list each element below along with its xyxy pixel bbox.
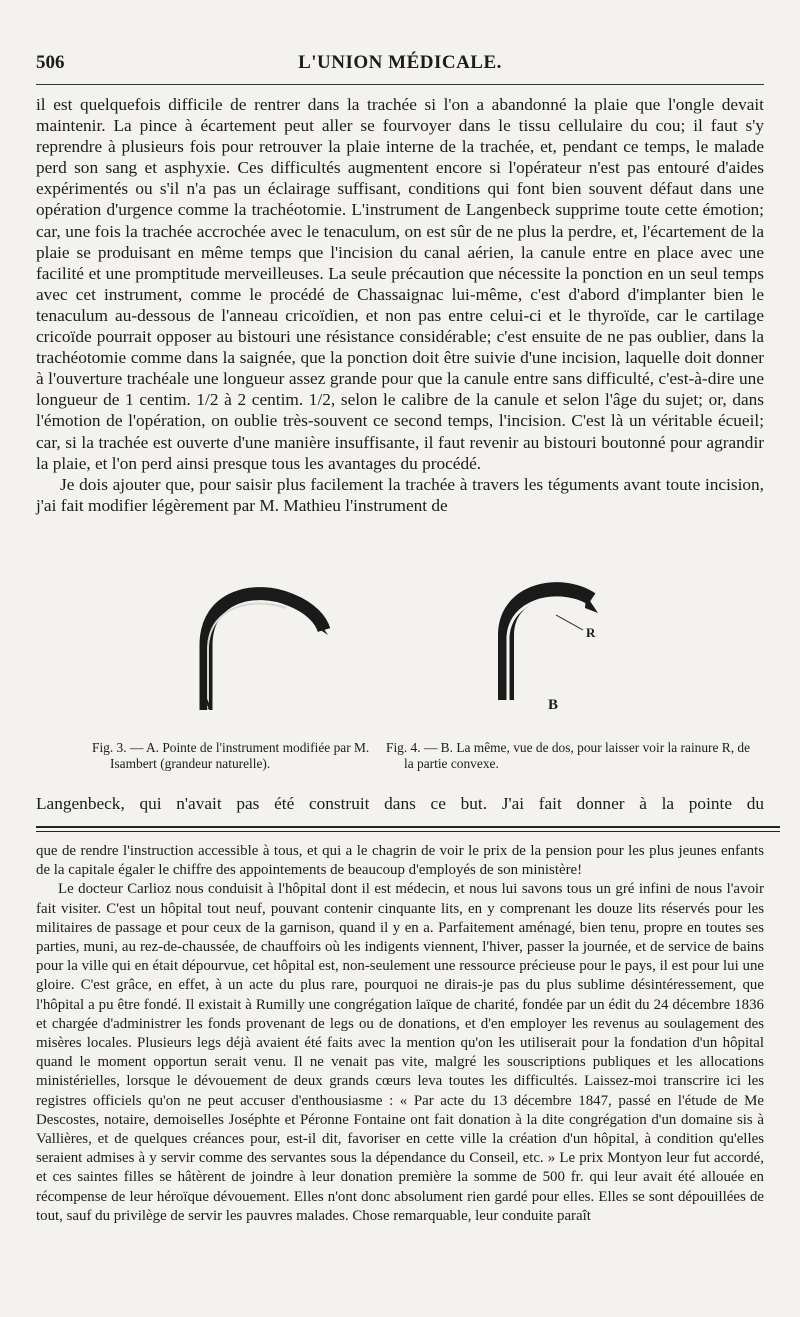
figure-4 xyxy=(386,575,751,771)
article-body xyxy=(36,94,764,516)
figure-letter-a: A xyxy=(201,697,212,713)
article-continuation: Langenbeck, qui n'avait pas été construit dans ce but. J'ai fait donner à la pointe du xyxy=(36,794,764,813)
header-rule xyxy=(36,84,764,85)
feuilleton-paragraph: Le docteur Carlioz nous conduisit à l'hôpital dont il est médecin, et nous lui savons tous un gré infini de nous l'avoir fait visiter. C'est un hôpital tout neuf, pouvant contenir cinquante lits, en y comprenant les douze lits réservés pour les militaires de passage et pour ceux de la garnison, quand il y en a. Parfaitement aménagé, bien tenu, propre en toutes ses parties, muni, au rez-de-chaussée, de chauffoirs où les indigents viennent, l'hiver, passer la journée, et de service de bains pour la ville qui en était dépourvue, cet hôpital est, non-seulement une ressource précieuse pour le pays, il est pour lui une gloire. C'est grâce, en effet, à un acte du plus rare, pourquoi ne dirais-je pas du plus sublime désintéressement, que l'hôpital a pu être fondé. Il existait à Rumilly une congrégation laïque de charité, fondée par un édit du 24 décembre 1836 et chargée d'administrer les fonds provenant de legs ou de donations, et d'en employer les revenus au soulagement des misères locales. Plusieurs legs déjà avaient été faits avec la mention qu'on les utiliserait pour la fondation d'un hôpital quand le moment opportun serait venu. Il ne venait pas vite, malgré les souscriptions publiques et les allocations ministérielles, lorsque le dévouement de deux grands cœurs leva toutes les difficultés. Laissez-moi transcrire ici les registres officiels qu'on ne peut accuser d'enthousiasme : « Par acte du 13 décembre 1847, passé en l'étude de Me Descostes, notaire, demoiselles Joséphte et Péronne Fontaine ont fait donation à la dite congrégation d'un domaine sis à Vallières, et de quelques créances pour, est-il dit, favoriser en cette ville la création d'un hôpital, à condition qu'elles seraient admises à y servir comme des servantes sous la dépendance du Conseil, etc. » Le prix Montyon leur fut accordé, et ces saintes filles se hâtèrent de joindre à leur donation première la somme de 500 fr. qui leur avait été allouée en récompense de leur héroïque dévouement. Elles n'ont donc absolument rien gardé pour elles. Elles se sont dépouillées de tout, sauf du privilège de servir les pauvres malades. Chose remarquable, leur conduite paraît xyxy=(36,881,764,1224)
figure-marker-r: R xyxy=(586,625,596,640)
figure-4-caption: Fig. 4. — B. La même, vue de dos, pour laisser voir la rainure R, de la partie convexe. xyxy=(386,740,751,771)
figure-3-caption: Fig. 3. — A. Pointe de l'instrument modifiée par M. Isambert (grandeur naturelle). xyxy=(92,740,370,771)
figures-block xyxy=(36,575,764,793)
page-header xyxy=(36,52,764,78)
running-title: L'UNION MÉDICALE. xyxy=(298,52,502,73)
figure-3 xyxy=(92,575,370,771)
feuilleton-rule-thin xyxy=(36,831,780,832)
tenaculum-back-view-illustration xyxy=(386,575,646,715)
article-paragraph: Je dois ajouter que, pour saisir plus facilement la trachée à travers les téguments avant toute incision, j'ai fait modifier légèrement par M. Mathieu l'instrument de xyxy=(36,474,764,515)
tenaculum-point-illustration xyxy=(96,575,356,715)
feuilleton-rule-thick xyxy=(36,826,780,828)
page-number: 506 xyxy=(36,52,65,73)
feuilleton-paragraph: que de rendre l'instruction accessible à tous, et qui a le chagrin de voir le prix de la pension pour les plus jeunes enfants de la capitale égaler le chiffre des appointements de beaucoup d'employés de son ministère! xyxy=(36,843,764,879)
article-paragraph: il est quelquefois difficile de rentrer dans la trachée si l'on a abandonné la plaie que l'ongle devait maintenir. La pince à écartement peut aller se fourvoyer dans le tissu cellulaire du cou; il faut s'y reprendre à plusieurs fois pour retrouver la plaie interne de la trachée, et, pendant ce temps, le malade perd son sang et asphyxie. Ces difficultés augmentent encore si l'opérateur n'est pas entouré d'aides expérimentés ou s'il n'a pas un éclairage suffisant, conditions qui font bien souvent défaut dans une opération d'urgence comme la trachéotomie. L'instrument de Langenbeck supprime toute cette émotion; car, une fois la trachée accrochée avec le tenaculum, on est sûr de ne plus la perdre, et, l'écartement de la plaie se produisant en même temps que l'incision du canal aérien, la canule entre en place avec une facilité et une promptitude merveilleuses. La seule précaution que nécessite la ponction en un seul temps avec cet instrument, comme le procédé de Chassaignac lui-même, c'est d'abord d'implanter bien le tenaculum au-dessous de l'anneau cricoïdien, et non pas entre celui-ci et le thyroïde, car le cartilage cricoïde pourrait opposer au bistouri une résistance considérable; c'est ensuite de ne pas oublier, dans la trachéotomie comme dans la saignée, que la ponction doit être suivie d'une incision, laquelle doit donner à l'ouverture trachéale une longueur assez grande pour que la canule entre sans difficulté, c'est-à-dire une longueur de 1 centim. 1/2 à 2 centim. 1/2, selon le calibre de la canule et selon l'âge du sujet; or, dans l'émotion de l'opération, on oublie très-souvent ce second temps, l'incision. C'est là un véritable écueil; car, si la trachée est ouverte d'une manière insuffisante, il faut revenir au bistouri boutonné pour agrandir la plaie, et l'on perd ainsi presque tous les avantages du procédé. xyxy=(36,95,764,473)
feuilleton-section xyxy=(36,842,764,1226)
figure-letter-b: B xyxy=(548,697,559,713)
